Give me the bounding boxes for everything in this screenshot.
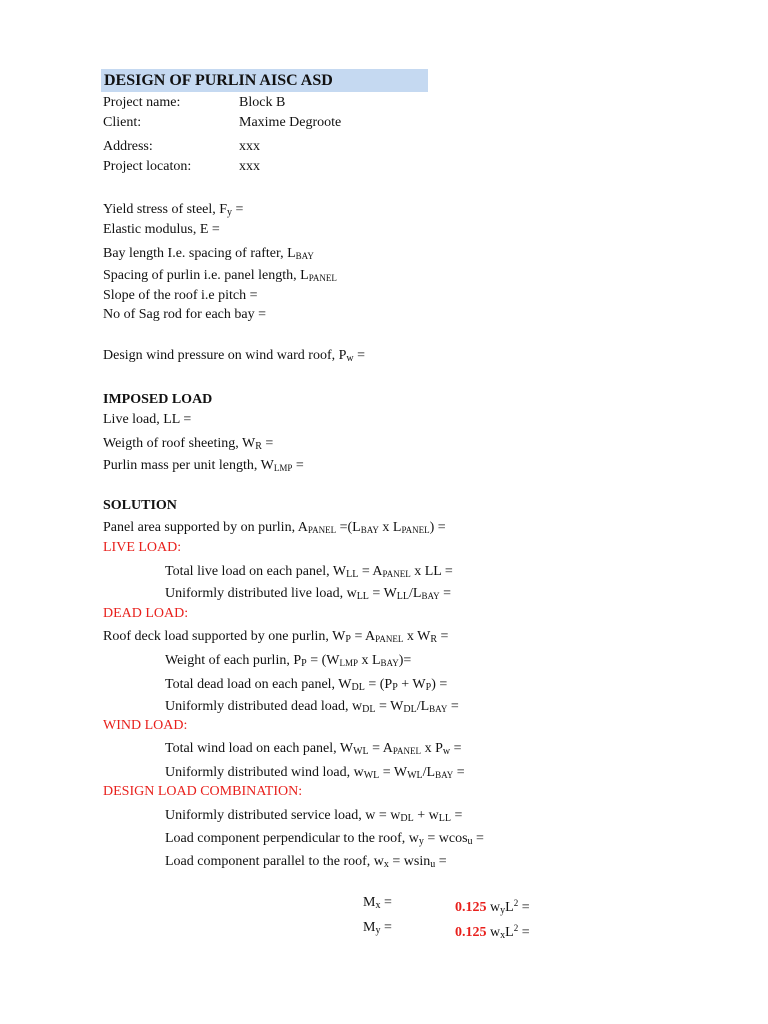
yield-stress-label: Yield stress of steel, $F_y$ = bbox=[103, 202, 244, 218]
project-location-label: Project locaton: bbox=[103, 159, 192, 174]
load-combination-heading: DESIGN LOAD COMBINATION: bbox=[103, 784, 303, 799]
parallel-load-formula: Load component parallel to the roof, $w_x = wsin_u$ = bbox=[165, 854, 447, 870]
perpendicular-load-formula: Load component perpendicular to the roof, $w_y = wcos_u$ = bbox=[165, 831, 484, 847]
page-title: DESIGN OF PURLIN AISC ASD bbox=[104, 72, 333, 89]
purlin-spacing-label: Spacing of purlin i.e. panel length, LPANEL bbox=[103, 268, 337, 283]
udl-dead-load-formula: Uniformly distributed dead load, $w_{DL}$ = $W_{DL}$/LBAY = bbox=[165, 699, 459, 715]
panel-area-formula: Panel area supported by on purlin, APANEL =(LBAY x LPANEL) = bbox=[103, 520, 446, 535]
wind-pressure-label: Design wind pressure on wind ward roof, $P_w$ = bbox=[103, 348, 366, 364]
wind-load-heading: WIND LOAD: bbox=[103, 718, 188, 733]
roof-slope-label: Slope of the roof i.e pitch = bbox=[103, 288, 258, 303]
sag-rod-label: No of Sag rod for each bay = bbox=[103, 307, 267, 322]
live-load-label: Live load, LL = bbox=[103, 412, 192, 427]
dead-load-heading: DEAD LOAD: bbox=[103, 606, 189, 621]
purlin-mass-label: Purlin mass per unit length, WLMP = bbox=[103, 458, 304, 473]
address-label: Address: bbox=[103, 139, 153, 154]
udl-wind-load-formula: Uniformly distributed wind load, $w_{WL}$ = $W_{WL}$/LBAY = bbox=[165, 765, 465, 781]
purlin-weight-formula: Weight of each purlin, $P_P$ = (WLMP x LBAY)= bbox=[165, 653, 412, 669]
total-dead-load-formula: Total dead load on each panel, $W_{DL} = (P_P + W_P)$ = bbox=[165, 677, 448, 693]
moment-my-label: $M_y$ = bbox=[363, 920, 392, 936]
elastic-modulus-label: Elastic modulus, E = bbox=[103, 222, 220, 237]
address-value: xxx bbox=[239, 139, 260, 154]
imposed-load-heading: IMPOSED LOAD bbox=[103, 392, 213, 407]
project-location-value: xxx bbox=[239, 159, 260, 174]
client-label: Client: bbox=[103, 115, 142, 130]
total-live-load-formula: Total live load on each panel, $W_{LL}$ = APANEL x LL = bbox=[165, 564, 453, 580]
live-load-heading: LIVE LOAD: bbox=[103, 540, 182, 555]
client-value: Maxime Degroote bbox=[239, 115, 342, 130]
service-load-formula: Uniformly distributed service load, $w = w_{DL} + w_{LL}$ = bbox=[165, 808, 463, 824]
roof-sheeting-weight-label: Weigth of roof sheeting, $W_R$ = bbox=[103, 436, 274, 452]
project-name-value: Block B bbox=[239, 95, 286, 110]
solution-heading: SOLUTION bbox=[103, 498, 177, 513]
moment-mx-formula: 0.125 $w_yL^2$ = bbox=[455, 898, 530, 916]
project-name-label: Project name: bbox=[103, 95, 181, 110]
udl-live-load-formula: Uniformly distributed live load, $w_{LL}$ = $W_{LL}$/LBAY = bbox=[165, 586, 452, 602]
moment-mx-label: $M_x$ = bbox=[363, 895, 392, 911]
roof-deck-load-formula: Roof deck load supported by one purlin, $W_P$ = APANEL x $W_R$ = bbox=[103, 629, 449, 645]
bay-length-label: Bay length I.e. spacing of rafter, LBAY bbox=[103, 246, 314, 261]
moment-my-formula: 0.125 $w_xL^2$ = bbox=[455, 923, 530, 941]
total-wind-load-formula: Total wind load on each panel, $W_{WL}$ = APANEL x $P_w$ = bbox=[165, 741, 462, 757]
